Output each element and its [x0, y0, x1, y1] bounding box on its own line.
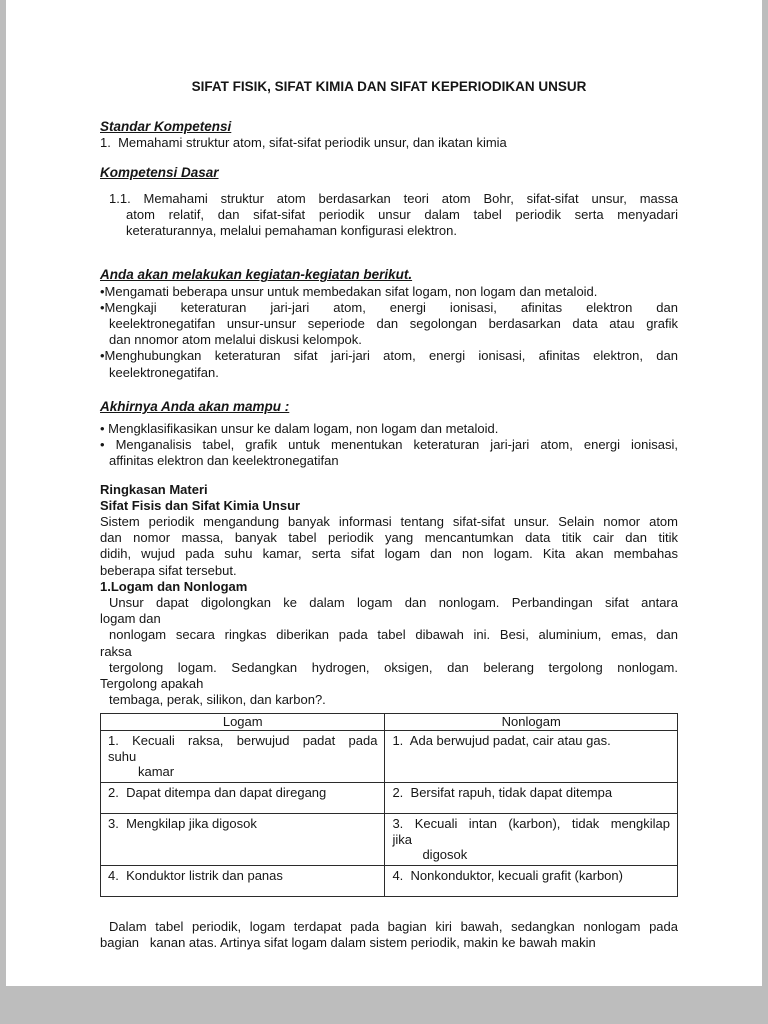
table-header-nonlogam: Nonlogam: [385, 713, 678, 731]
section-kompetensi-dasar: [100, 165, 678, 240]
logam-nonlogam-heading: 1.Logam dan Nonlogam: [100, 578, 248, 594]
ringkasan-heading: Ringkasan Materi: [100, 481, 208, 497]
table-cell-nonlogam: [385, 731, 678, 783]
kegiatan-heading: Anda akan melakukan kegiatan-kegiatan berikut.: [100, 267, 413, 283]
text-line: suhu: [108, 748, 137, 764]
table-cell-logam: [101, 865, 385, 897]
text-line: kamar: [138, 764, 175, 779]
table-cell-logam: [101, 731, 385, 783]
text-line: bagian kanan atas. Artinya sifat logam dalam sistem periodik, makin ke bawah makin: [100, 935, 596, 951]
text-line: logam dan: [100, 611, 161, 627]
text-line: tembaga, perak, silikon, dan karbon?.: [109, 692, 326, 708]
document-title: SIFAT FISIK, SIFAT KIMIA DAN SIFAT KEPERIODIKAN UNSUR: [191, 79, 587, 94]
table-row: [101, 865, 678, 897]
standar-kompetensi-heading: Standar Kompetensi: [100, 119, 232, 135]
text-line: keelektronegatifan.: [109, 364, 219, 380]
table-header-row: [101, 713, 678, 731]
text-line: didih, wujud pada suhu kamar, serta sifat logam dan non logam. Kita akan membahas: [100, 546, 678, 562]
text-line: Dalam tabel periodik, logam terdapat pada bagian kiri bawah, sedangkan nonlogam pada: [109, 919, 678, 934]
section-akhirnya: [100, 399, 678, 470]
text-line: 1. Kecuali raksa, berwujud padat pada: [108, 733, 378, 748]
text-line: beberapa sifat tersebut.: [100, 562, 237, 578]
table-cell-logam: [101, 814, 385, 866]
akhirnya-heading: Akhirnya Anda akan mampu :: [100, 398, 290, 414]
table-row: [101, 782, 678, 814]
section-kegiatan: [100, 267, 678, 380]
kompetensi-dasar-heading: Kompetensi Dasar: [100, 164, 219, 180]
document-page: [6, 0, 762, 986]
section-logam-nonlogam: [100, 579, 678, 709]
text-line: Unsur dapat digolongkan ke dalam logam dan nonlogam. Perbandingan sifat antara: [109, 595, 678, 611]
text-line: Sistem periodik mengandung banyak informasi tentang sifat-sifat unsur. Selain nomor atom: [100, 514, 678, 530]
logam-nonlogam-table: [100, 713, 678, 898]
bullet-line: • Menganalisis tabel, grafik untuk menentukan keteraturan jari-jari atom, energi ionisasi,: [100, 437, 678, 453]
table-cell-logam: [101, 782, 385, 814]
text-line: tergolong logam. Sedangkan hydrogen, oksigen, dan belerang tergolong nonlogam.: [109, 659, 678, 675]
table-cell-nonlogam: [385, 782, 678, 814]
bullet-line: • Mengklasifikasikan unsur ke dalam logam, non logam dan metaloid.: [100, 421, 499, 437]
text-line: dan nomor massa, banyak tabel periodik yang mencantumkan data titik cair dan titik: [100, 530, 678, 546]
sifat-fisis-heading: Sifat Fisis dan Sifat Kimia Unsur: [100, 497, 301, 513]
text-line: keteraturannya, melalui pemahaman konfigurasi elektron.: [126, 223, 457, 239]
section-ringkasan: [100, 482, 678, 579]
table-row: [101, 731, 678, 783]
bullet-line: •Menghubungkan keteraturan sifat jari-jari atom, energi ionisasi, afinitas elektron, dan: [100, 348, 678, 364]
text-line: 4. Konduktor listrik dan panas: [108, 867, 283, 883]
text-line: 3. Kecuali intan (karbon), tidak mengkilap: [392, 816, 670, 831]
text-line: 3. Mengkilap jika digosok: [108, 816, 257, 831]
text-line: affinitas elektron dan keelektronegatifan: [109, 453, 339, 469]
text-line: 1. Memahami struktur atom, sifat-sifat periodik unsur, dan ikatan kimia: [100, 135, 507, 151]
text-line: nonlogam secara ringkas diberikan pada tabel dibawah ini. Besi, aluminium, emas, dan: [109, 627, 678, 643]
text-line: dan nnomor atom melalui diskusi kelompok.: [109, 332, 362, 348]
text-line: 4. Nonkonduktor, kecuali grafit (karbon): [392, 867, 623, 883]
text-line: jika: [392, 831, 412, 847]
bullet-line: •Mengamati beberapa unsur untuk membedakan sifat logam, non logam dan metaloid.: [100, 283, 598, 299]
table-header-logam: Logam: [101, 713, 385, 731]
table-cell-nonlogam: [385, 814, 678, 866]
text-line: 1. Ada berwujud padat, cair atau gas.: [392, 733, 611, 748]
text-line: digosok: [422, 847, 468, 862]
text-line: Tergolong apakah: [100, 676, 204, 692]
bullet-line: •Mengkaji keteraturan jari-jari atom, energi ionisasi, afinitas elektron dan: [100, 299, 678, 315]
closing-paragraph: [100, 919, 678, 951]
text-line: keelektronegatifan unsur-unsur seperiode dan segolongan berdasarkan data atau grafik: [109, 316, 678, 332]
table-cell-nonlogam: [385, 865, 678, 897]
text-line: 2. Dapat ditempa dan dapat diregang: [108, 784, 327, 800]
text-line: 1.1. Memahami struktur atom berdasarkan teori atom Bohr, sifat-sifat unsur, massa: [109, 190, 678, 206]
table-row: [101, 814, 678, 866]
text-line: 2. Bersifat rapuh, tidak dapat ditempa: [392, 784, 613, 800]
section-standar-kompetensi: [100, 119, 678, 151]
text-line: raksa: [100, 643, 132, 659]
text-line: atom relatif, dan sifat-sifat periodik unsur dalam tabel periodik serta menyadari: [126, 207, 678, 223]
